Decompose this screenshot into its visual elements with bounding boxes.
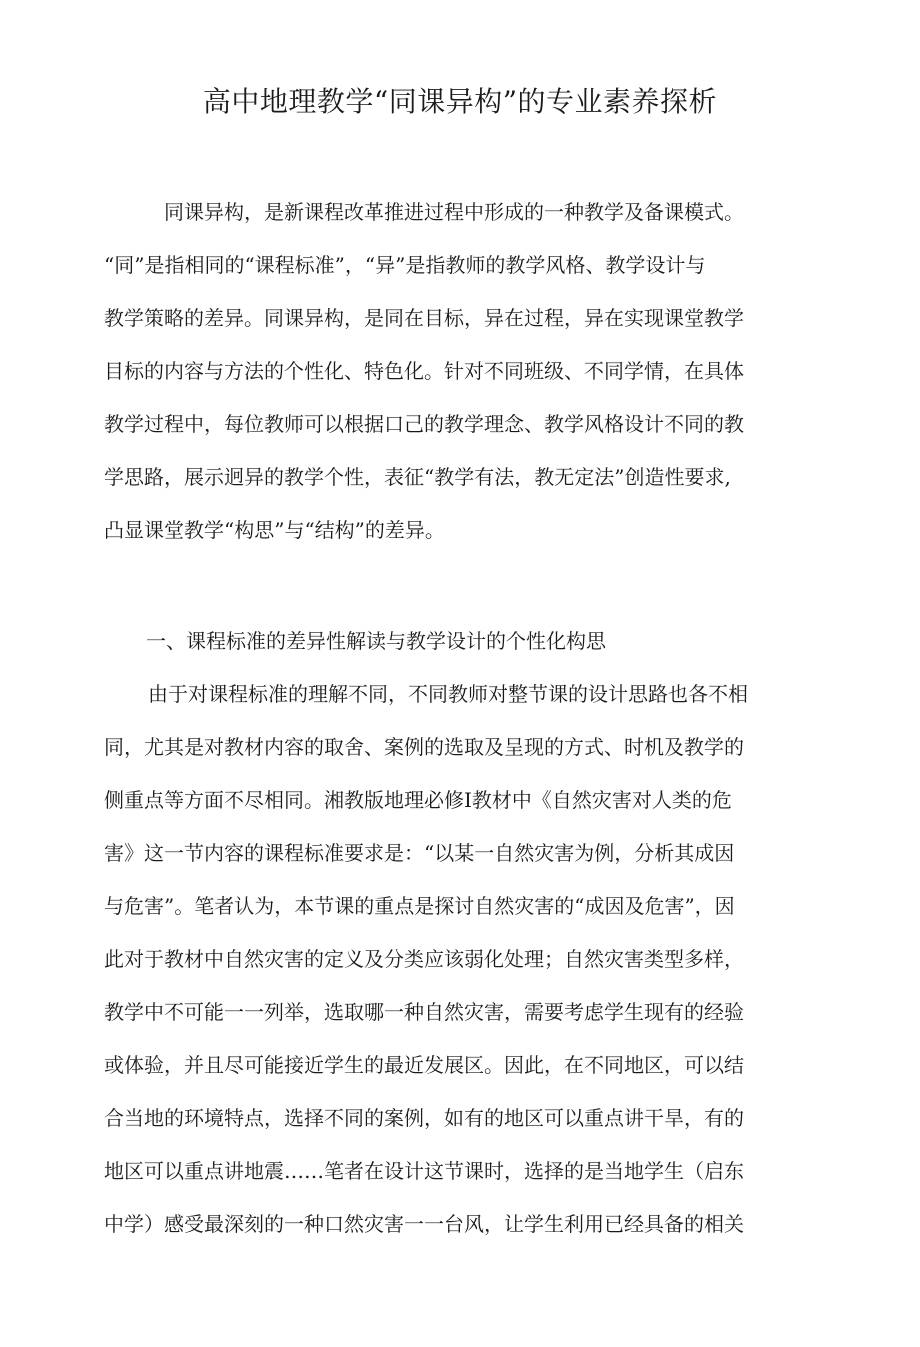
text-line: 目标的内容与方法的个性化、特色化。针对不同班级、不同学情，在具体 [104,359,744,383]
text-line: 同，尤其是对教材内容的取舍、案例的选取及呈现的方式、时机及教学的 [104,735,744,759]
text-line: 同课异构，是新课程改革推进过程中形成的一种教学及备课模式。 [164,200,744,224]
text-line: 与危害”。笔者认为，本节课的重点是探讨自然灾害的“成因及危害”，因 [104,894,735,918]
section-heading: 一、课程标准的差异性解读与教学设计的个性化构思 [146,629,606,653]
text-line: 合当地的环境特点，选择不同的案例，如有的地区可以重点讲干旱，有的 [104,1106,744,1130]
text-line: 教学策略的差异。同课异构，是同在目标，异在过程，异在实现课堂教学 [104,306,744,330]
text-line: 教学中不可能一一列举，选取哪一种自然灾害，需要考虑学生现有的经验 [104,1000,744,1024]
text-line: 凸显课堂教学“构思”与“结构”的差异。 [104,518,445,542]
text-line: 地区可以重点讲地震……笔者在设计这节课时，选择的是当地学生（启东 [104,1159,744,1183]
text-line: “同”是指相同的“课程标准”，“异”是指教师的教学风格、教学设计与 [104,253,706,277]
document-title: 高中地理教学“同课异构”的专业素养探析 [202,85,718,118]
text-line: 害》这一节内容的课程标准要求是：“以某一自然灾害为例，分析其成因 [104,841,735,865]
text-line: 中学）感受最深刻的一种口然灾害一一台风，让学生利用已经具备的相关 [104,1212,744,1236]
text-line: 此对于教材中自然灾害的定义及分类应该弱化处理；自然灾害类型多样， [104,947,744,971]
text-line: 侧重点等方面不尽相同。湘教版地理必修I教材中《自然灾害对人类的危 [104,788,732,812]
text-line: 由于对课程标准的理解不同，不同教师对整节课的设计思路也各不相 [148,682,748,706]
text-line: 教学过程中，每位教师可以根据口己的教学理念、教学风格设计不同的教 [104,412,744,436]
text-line: 或体验，并且尽可能接近学生的最近发展区。因此，在不同地区，可以结 [104,1053,744,1077]
text-line: 学思路，展示迥异的教学个性，表征“教学有法，教无定法”创造性要求, [104,465,731,489]
